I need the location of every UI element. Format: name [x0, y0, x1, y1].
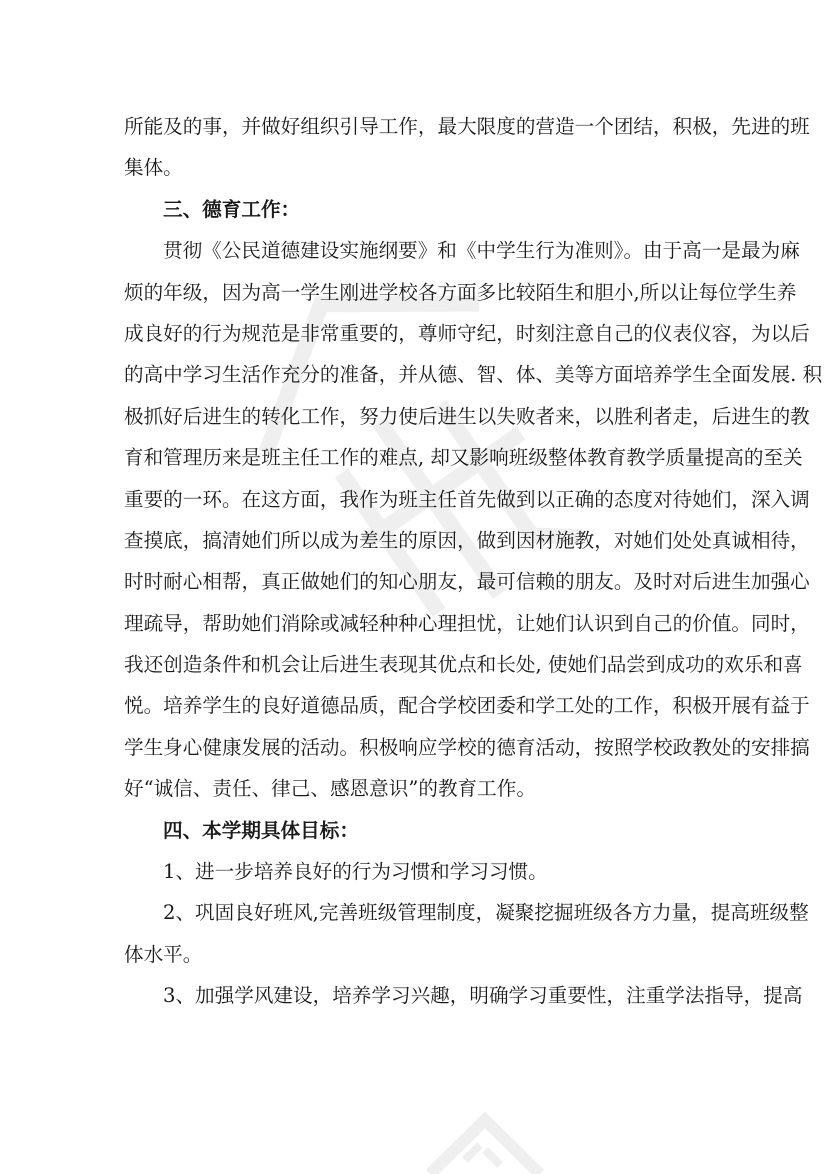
text-line: 的高中学习生活作充分的准备，并从德、智、体、美等方面培养学生全面发展. 积 [124, 363, 823, 387]
section-heading-moral-education: 三、德育工作： [163, 197, 301, 221]
text-line: 重要的一环。在这方面，我作为班主任首先做到以正确的态度对待她们，深入调 [124, 487, 810, 511]
goal-item-3: 3、加强学风建设，培养学习兴趣，明确学习重要性，注重学法指导，提高 [163, 984, 803, 1008]
section-heading-semester-goals: 四、本学期具体目标： [163, 818, 359, 842]
text-line: 我还创造条件和机会让后进生表现其优点和长处, 使她们品尝到成功的欢乐和喜 [124, 653, 803, 677]
text-line: 育和管理历来是班主任工作的难点, 却又影响班级整体教育教学质量提高的至关 [124, 446, 803, 470]
text-line: 极抓好后进生的转化工作，努力使后进生以失败者来，以胜利者走，后进生的教 [124, 404, 810, 428]
goal-item-2: 2、巩固良好班风,完善班级管理制度，凝聚挖掘班级各方力量，提高班级整 [163, 901, 809, 925]
text-line: 悦。培养学生的良好道德品质，配合学校团委和学工处的工作，积极开展有益于 [124, 694, 810, 718]
goal-item-1: 1、进一步培养良好的行为习惯和学习习惯。 [163, 860, 548, 884]
text-line: 学生身心健康发展的活动。积极响应学校的德育活动，按照学校政教处的安排搞 [124, 735, 810, 759]
watermark-logo-icon [420, 1110, 550, 1174]
text-line: 贯彻《公民道德建设实施纲要》和《中学生行为准则》。由于高一是最为麻 [163, 239, 800, 263]
text-line: 时时耐心相帮，真正做她们的知心朋友，最可信赖的朋友。及时对后进生加强心 [124, 570, 810, 594]
document-page [124, 106, 823, 1017]
text-line: 成良好的行为规范是非常重要的，尊师守纪，时刻注意自己的仪表仪容，为以后 [124, 321, 810, 345]
text-line: 理疏导，帮助她们消除或减轻种种心理担忧，让她们认识到自己的价值。同时， [124, 611, 810, 635]
text-line: 烦的年级，因为高一学生刚进学校各方面多比较陌生和胆小,所以让每位学生养 [124, 280, 797, 304]
text-line: 好“诚信、责任、律己、感恩意识”的教育工作。 [124, 777, 536, 801]
text-line: 所能及的事，并做好组织引导工作，最大限度的营造一个团结，积极，先进的班 [124, 115, 810, 138]
text-line: 集体。 [124, 156, 183, 180]
text-line: 体水平。 [124, 942, 203, 966]
text-line: 查摸底，搞清她们所以成为差生的原因，做到因材施教，对她们处处真诚相待， [124, 528, 810, 552]
